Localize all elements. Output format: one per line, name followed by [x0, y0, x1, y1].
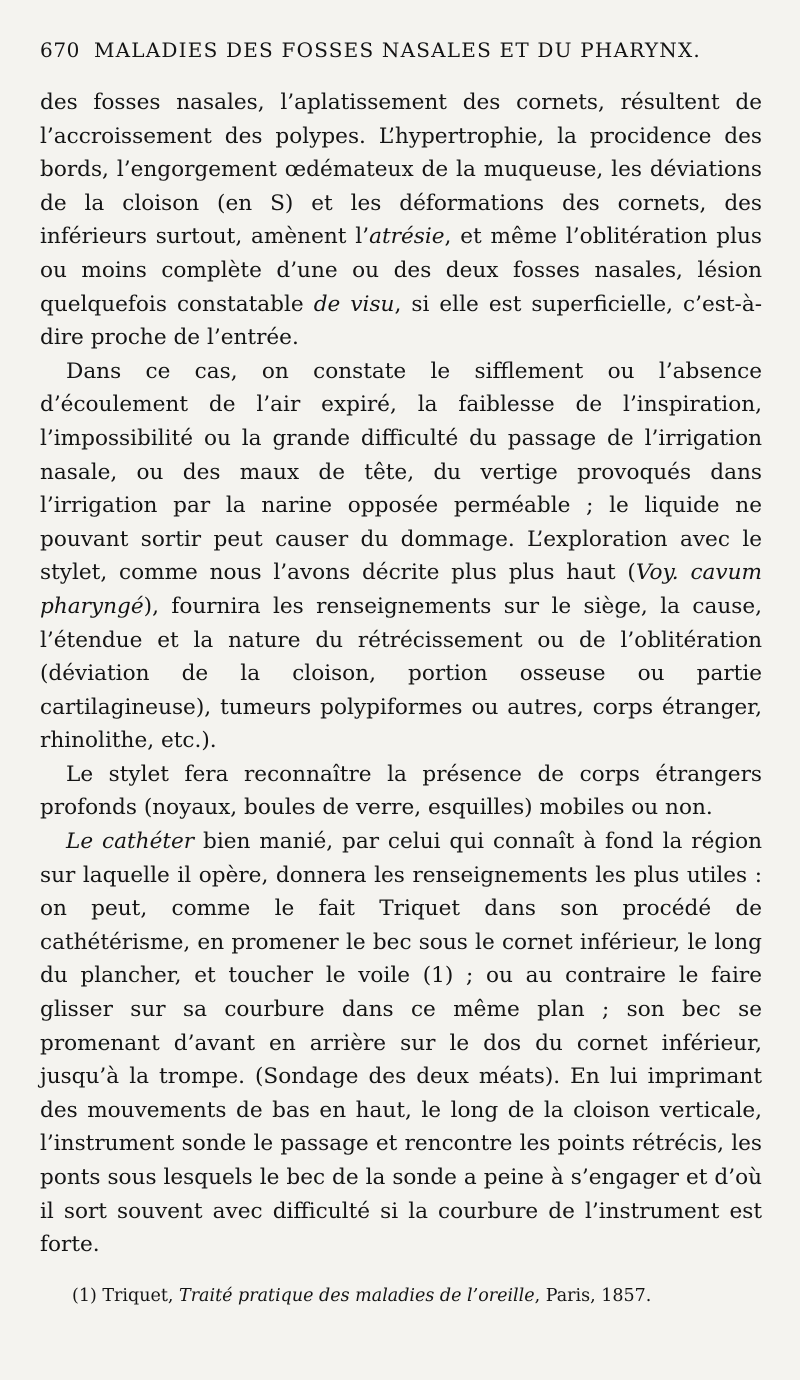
- paragraph-2: [40, 355, 762, 758]
- footnote-marker: (1): [72, 1285, 97, 1306]
- text-segment: , et même l’oblitération plus ou moins complète d’une ou des deux fosses nasales, lésion quelquefois constatable: [40, 224, 763, 317]
- italic-term: de visu: [313, 291, 395, 317]
- footnote: [40, 1284, 762, 1308]
- italic-reference: Voy. cavum pharyngé: [40, 560, 762, 619]
- text-segment: des fosses nasales, l’aplatissement des cornets, résultent de l’accroissement des polypes. L’hypertrophie, la procidence des bords, l’engorgement œdémateux de la muqueuse, les déviations de la cloison (en S) et les déformations des cornets, des inférieurs surtout, amènent l’: [40, 90, 762, 250]
- text-segment: Le stylet fera reconnaître la présence de corps étrangers profonds (noyaux, boules de verre, esquilles) mobiles ou non.: [40, 761, 762, 821]
- text-segment: bien manié, par celui qui connaît à fond la région sur laquelle il opère, donnera les renseignements les plus utiles : on peut, comme le fait Triquet dans son procédé de cathétérisme, en promener le bec sous le cornet inférieur, le long du plancher, et toucher le voile (1) ; ou au contraire le faire glisser sur sa courbure dans ce même plan ; son bec se promenant d’avant en arrière sur le dos du cornet inférieur, jusqu’à la trompe. (Sondage des deux méats). En lui imprimant des mouvements de bas en haut, le long de la cloison verticale, l’instrument sonde le passage et rencontre les points rétrécis, les ponts sous lesquels le bec de la sonde a peine à s’engager et d’où il sort souvent avec difficulté si la courbure de l’instrument est forte.: [40, 829, 763, 1258]
- text-segment: ), fournira les renseignements sur le siège, la cause, l’étendue et la nature du rétrécissement ou de l’oblitération (déviation de la cloison, portion osseuse ou partie cartilagineuse), tumeurs polypiformes ou autres, corps étranger, rhinolithe, etc.).: [40, 593, 762, 754]
- running-title: MALADIES DES FOSSES NASALES ET DU PHARYNX.: [93, 38, 701, 62]
- paragraph-1: [40, 86, 762, 355]
- paragraph-4: [40, 825, 762, 1262]
- italic-term: Le cathéter: [66, 829, 195, 855]
- text-segment: , si elle est superficielle, c’est-à-dire proche de l’entrée.: [40, 291, 762, 351]
- paragraph-3: [40, 758, 762, 825]
- running-head: [40, 38, 762, 78]
- footnote-rest: , Paris, 1857.: [534, 1285, 652, 1306]
- footnote-title: Traité pratique des maladies de l’oreille: [179, 1285, 535, 1306]
- text-segment: Dans ce cas, on constate le sifflement ou l’absence d’écoulement de l’air expiré, la faiblesse de l’inspiration, l’impossibilité ou la grande difficulté du passage de l’irrigation nasale, ou des maux de tête, du vertige provoqués dans l’irrigation par la narine opposée perméable ; le liquide ne pouvant sortir peut causer du dommage. L’exploration avec le stylet, comme nous l’avons décrite plus plus haut (: [40, 358, 762, 586]
- page-number: 670: [40, 38, 80, 62]
- footnote-author: Triquet,: [102, 1285, 174, 1306]
- italic-term: atrésie: [369, 224, 445, 250]
